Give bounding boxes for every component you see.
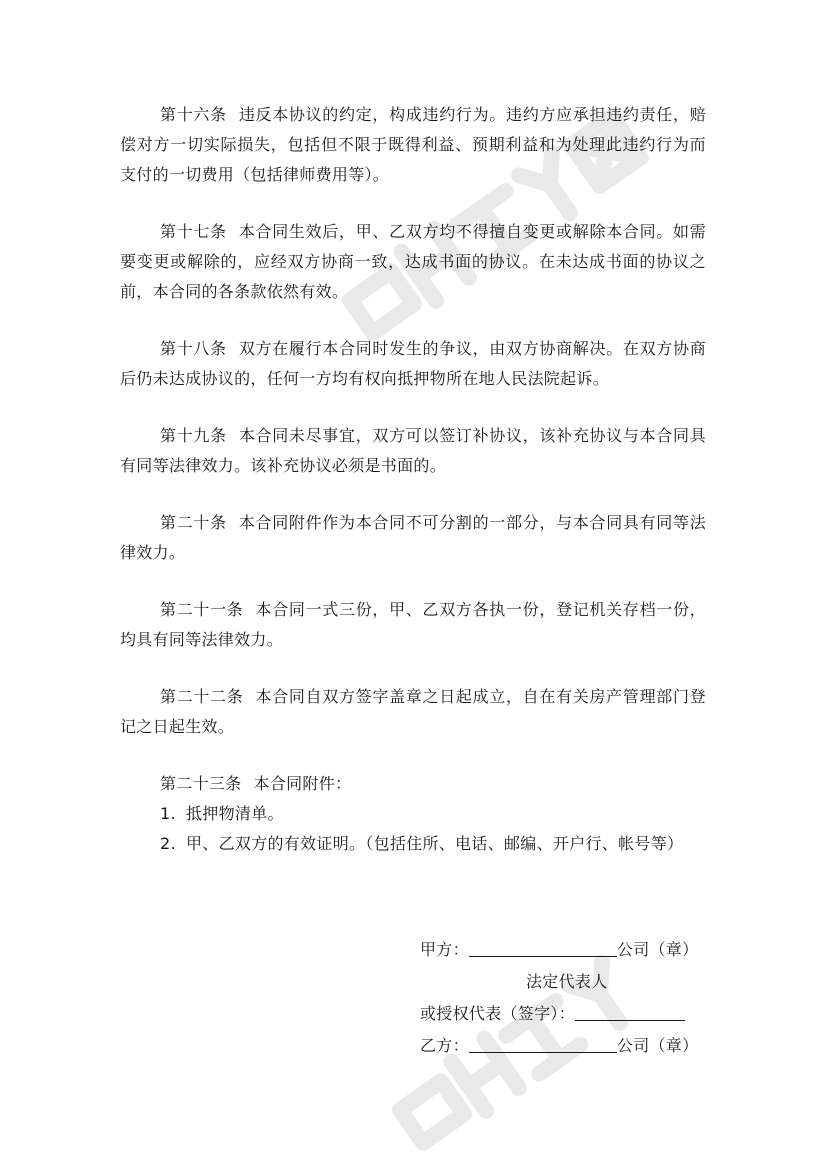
article-number: 第二十一条 xyxy=(160,600,244,619)
authorized-signature-blank[interactable] xyxy=(575,1002,685,1021)
article-number: 第二十三条 xyxy=(160,774,242,793)
legal-rep-label: 法定代表人 xyxy=(526,972,608,991)
article-text: 本合同生效后，甲、乙双方均不得擅自变更或解除本合同。如需要变更或解除的，应经双方协商一致，达成书面的协议。在未达成书面的协议之前，本合同的各条款依然有效。 xyxy=(120,222,707,301)
article-text: 本合同自双方签字盖章之日起成立，自在有关房产管理部门登记之日起生效。 xyxy=(120,687,706,736)
attachment-item xyxy=(120,799,706,829)
article-text: 违反本协议的约定，构成违约行为。违约方应承担违约责任，赔偿对方一切实际损失，包括但不限于既得利益、预期利益和为处理此违约行为而支付的一切费用（包括律师费用等）。 xyxy=(120,105,707,184)
article-text: 本合同一式三份，甲、乙双方各执一份，登记机关存档一份，均具有同等法律效力。 xyxy=(120,600,706,649)
authorized-label: 或授权代表（签字）： xyxy=(420,1004,576,1023)
article-number: 第十六条 xyxy=(160,105,227,124)
party-a-line xyxy=(420,934,720,966)
article-21 xyxy=(120,595,706,655)
attachment-index: 1. xyxy=(160,804,176,823)
article-text: 本合同附件作为本合同不可分割的一部分，与本合同具有同等法律效力。 xyxy=(120,513,707,562)
article-number: 第二十二条 xyxy=(160,687,244,706)
article-number: 第十九条 xyxy=(160,426,227,445)
contract-body xyxy=(120,100,706,859)
authorized-line xyxy=(420,998,720,1030)
party-b-label: 乙方： xyxy=(420,1036,469,1055)
party-a-suffix: 公司（章） xyxy=(616,940,699,959)
article-text: 双方在履行本合同时发生的争议，由双方协商解决。在双方协商后仍未达成协议的，任何一方均有权向抵押物所在地人民法院起诉。 xyxy=(120,339,707,388)
article-16 xyxy=(120,100,706,190)
attachment-index: 2. xyxy=(160,834,176,853)
party-a-blank[interactable] xyxy=(469,938,617,957)
article-number: 第二十条 xyxy=(160,513,227,532)
party-b-suffix: 公司（章） xyxy=(616,1036,699,1055)
article-text: 本合同未尽事宜，双方可以签订补协议，该补充协议与本合同具有同等法律效力。该补充协议必须是书面的。 xyxy=(120,426,707,475)
article-20 xyxy=(120,508,706,568)
article-19 xyxy=(120,421,706,481)
attachment-item xyxy=(120,829,706,859)
article-number: 第十八条 xyxy=(160,339,227,358)
signature-block xyxy=(420,934,720,1062)
article-17 xyxy=(120,217,706,307)
article-22 xyxy=(120,682,706,742)
article-text: 本合同附件： xyxy=(253,774,352,793)
party-b-blank[interactable] xyxy=(469,1034,617,1053)
attachment-text: 抵押物清单。 xyxy=(186,804,284,823)
attachment-text: 甲、乙双方的有效证明。（包括住所、电话、邮编、开户行、帐号等） xyxy=(186,834,684,853)
party-b-line xyxy=(420,1030,720,1062)
legal-rep-line xyxy=(420,966,720,998)
party-a-label: 甲方： xyxy=(420,940,469,959)
article-18 xyxy=(120,334,706,394)
article-number: 第十七条 xyxy=(160,222,227,241)
article-23 xyxy=(120,769,706,799)
